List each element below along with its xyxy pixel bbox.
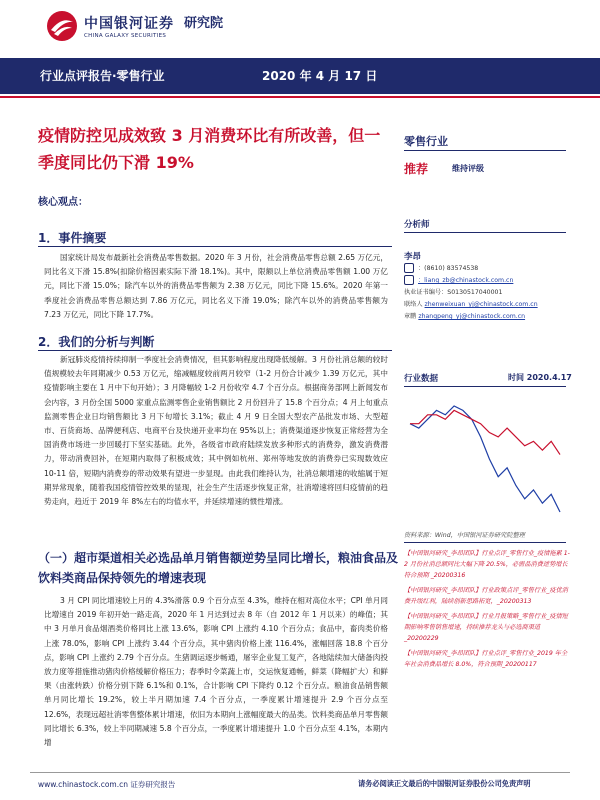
- analyst-heading: 分析师: [404, 220, 430, 230]
- license-row: 执业证书编号：S0130517040001: [404, 289, 503, 296]
- related-report-item[interactable]: 【中国银河研究_李昂团队】行业点评_零售行业_疫情拖累 1-2 月份社消总额同比大幅下降 20.5%，必需品消费逆势增长符合预期 _20200316: [404, 550, 570, 579]
- subsection-paragraph: 3 月 CPI 同比增速较上月的 4.3%滑落 0.9 个百分点至 4.3%，维持在相对高位水平；CPI 单月同比增速自 2019 年初开始一路走高，2020 年 1 月达到过去 8 年（自 2012 年 1 月以来）的峰值；其中 3 月单月食品烟酒类价格同比上涨 13.6%，影响 CPI 上涨约 4.10 个百分点；食品中，畜肉类价格上涨 78.0%，影响 CPI 上涨约 3.44 个百分点，其中猪肉价格上涨 116.4%，涨幅回落 18.8 个百分点，影响 CPI 上涨约 2.79 个百分点。生猪调运逐步畅通，屠宰企业复工复产，各地陆续加大储备肉投放力度等措施推动猪肉价格缓解价格压力；春季时令菜蔬上市，交运恢复通畅，鲜菜（降幅扩大）和鲜果（由涨转跌）价格分别下降 6.1%和 0.1%，合计影响 CPI 下降约 0.12 个百分点。粮油食品销售额单月同比增长 19.2%，较上半月期加速 7.4 个百分点，一季度累计增速提升 2.9 个百分点至 12.6%，表现远超社消零售整体累计增速，依旧为本期向上涨幅度最大的品类。饮料类商品单月零售额同比增长 6.3%，较上半同期减速 5.8 个百分点，一季度累计增速提升 1.0 个百分点至 4.1%，本期内增: [44, 596, 388, 748]
- side-divider: [404, 150, 566, 151]
- report-type: 行业点评报告·零售行业: [40, 69, 165, 83]
- related-report-item[interactable]: 【中国银河研究_李昂团队】行业政策点评_零售行业_疫优消费升级红利，陆续创新思路拓宽，_20200313: [404, 587, 568, 605]
- contact2-row: [404, 311, 574, 323]
- phone-icon: [404, 263, 414, 273]
- side-divider: [404, 542, 566, 543]
- industry-data-time: 时间 2020.4.17: [508, 373, 572, 382]
- contact2-email-link[interactable]: zhangpeng_yj@chinastock.com.cn: [418, 313, 526, 320]
- section-divider: [38, 350, 392, 351]
- summary-paragraph: 国家统计局发布最新社会消费品零售数据。2020 年 3 月份，社会消费品零售总额 2.65 万亿元，同比名义下滑 15.8%(扣除价格因素实际下滑 18.1%)。其中，限额以上单位消费品零售额 1.00 万亿元，同比下滑 15.0%；除汽车以外的消费品零售额为 2.38 万亿元，同比下降 15.6%。2020 年第一季度社会消费品零售总额达到 7.86 万亿元，同比名义下滑 19.0%；除汽车以外的消费品零售额为 7.23 万亿元，同比下降 17.7%。: [44, 253, 388, 319]
- related-report-item[interactable]: 【中国银河研究_李昂团队】行业点评_零售行业_2019 年全年社会消费品增长 8.0%，符合预期_20200117: [404, 650, 568, 668]
- related-reports-list: [404, 548, 570, 670]
- email-icon: [404, 275, 414, 285]
- analyst-contact: [404, 263, 574, 323]
- brand-cn: 中国银河证券: [84, 16, 174, 32]
- contact1-email-link[interactable]: zhenweixuan_yj@chinastock.com.cn: [424, 301, 538, 308]
- industry-data-heading: 行业数据: [404, 374, 439, 384]
- analysis-paragraph: 新冠肺炎疫情持续抑制一季度社会消费情况，但其影响程度出现降低缓解。3 月份社消总额的较时值规模较去年同期减少 0.53 万亿元，缩减幅度较前两月较窄（1-2 月份合计减少 1.39 万亿元，其中疫情影响主要在 1 月中下旬开始）；3 月降幅较 1-2 月份收窄 4.7 个百分点。根据商务部网上新闻发布会内容，3 月份全国 5000 家重点监测零售企业销售额比 2 月份回升了 15.8 个百分点；4 月上旬重点监测零售企业日均销售额比 3 月下旬增长 3.1%；截止 4 月 9 日全国大型农产品批发市场、大型超市、百货商场、品牌便利店、电商平台及快递开业率均在 95%以上；消费渠道逐步恢复正常经营为全国消费市场进一步回暖打下坚实基础。此外，各级省市政府陆续发放多种形式的消费券，激发消费潜力，带动消费回补，在短期内取得了积极成效；其中例如杭州、郑州等地发放的消费券已实现数效应 10-11 倍，短期内消费券的带动效果有望进一步显现。由此我们维持认为，社消总额增速的收缩属于短期异常现象，随着我国疫情管控效果的显现，社会生产生活逐步恢复正常，社消增速将回归疫情前的趋势走向，趋近于 2019 年 8%左右的均值水平，并延续增速的惯性增涨。: [44, 355, 388, 507]
- chart-plot-area: [410, 406, 560, 512]
- industry-chart: [404, 392, 566, 526]
- core-viewpoint-label: 核心观点：: [38, 197, 88, 208]
- side-divider: [404, 232, 566, 233]
- subsection-heading: （一）超市渠道相关必选品单月销售额逆势呈同比增长，粮油食品及饮料类商品保持领先的增速表现: [38, 551, 399, 585]
- analyst-email-link[interactable]: ：liang_zb@chinastock.com.cn: [418, 277, 514, 284]
- footer-website[interactable]: www.chinastock.com.cn 证券研究报告: [38, 780, 176, 789]
- analyst-name: 李昂: [404, 252, 422, 262]
- rating-label: 推荐: [404, 162, 429, 176]
- phone-row: [404, 263, 574, 275]
- email-row: [404, 275, 574, 287]
- banner-divider: [0, 96, 600, 98]
- related-report-item[interactable]: 【中国银河研究_李昂团队】行业月报策略_零售行业_疫情短期影响零售销售增速，持续推荐龙头与必选商渠道_20200229: [404, 613, 568, 642]
- contact1-label: 联络人: [404, 301, 423, 308]
- chart-source: 资料来源：Wind，中国银河证券研究院整理: [404, 532, 525, 539]
- contact2-label: 章鹏: [404, 313, 417, 320]
- footer-divider: [30, 772, 570, 773]
- chart-series-line-0: [410, 406, 560, 512]
- report-title: 疫情防控见成效致 3 月消费环比有所改善，但一季度同比仍下滑 19%: [38, 126, 381, 172]
- contact1-row: [404, 299, 574, 311]
- galaxy-logo-icon: [46, 10, 78, 42]
- section-heading-summary: 1．事件摘要: [38, 231, 107, 245]
- phone-text: ：(8610) 83574538: [418, 265, 479, 272]
- section-heading-analysis: 2．我们的分析与判断: [38, 335, 155, 349]
- section-divider: [38, 246, 392, 247]
- footer-disclaimer: 请务必阅读正文最后的中国银河证券股份公司免责声明: [358, 779, 531, 788]
- rating-value: 维持评级: [452, 164, 484, 173]
- sector-name: 零售行业: [404, 135, 448, 148]
- header-logo: [46, 8, 223, 44]
- brand-name: [84, 13, 174, 39]
- side-divider: [404, 386, 566, 387]
- report-date: 2020 年 4 月 17 日: [262, 69, 378, 83]
- institute-label: 研究院: [184, 15, 224, 31]
- brand-en: CHINA GALAXY SECURITIES: [84, 33, 167, 39]
